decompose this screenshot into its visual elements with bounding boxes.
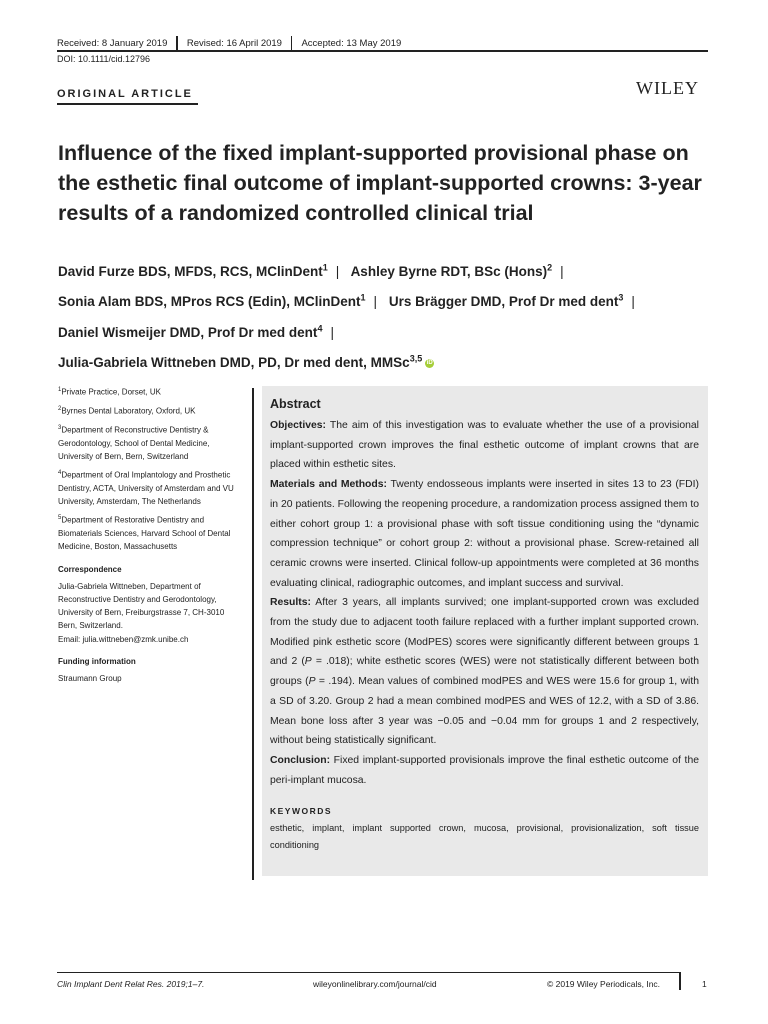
abstract-methods: Materials and Methods: Twenty endosseous implants were inserted in sites 13 to 23 (FDI) in 20 patients. Following the reopening procedure, a randomization process assigned them to either cohort group 1: a provisional phase with soft tissue conditioning using the “dynamic compression technique” or cohort group 2: without a provisional phase. Screw-retained all ceramic crowns were inserted. Clinical follow-up appointments were completed at 36 months evaluating clinical, radiographic outcomes, and implant success and survival. [270, 479, 699, 589]
affiliation: $^2$Byrnes Dental Laboratory, Oxford, UK [58, 405, 196, 416]
doi[interactable]: DOI: 10.1111/cid.12796 [57, 54, 151, 64]
date-separator [176, 36, 178, 50]
abstract-heading: Abstract [270, 397, 321, 411]
author[interactable]: Sonia Alam BDS, MPros RCS (Edin), MClinDent$^1$ [58, 292, 366, 309]
accepted-date: Accepted: 13 May 2019 [301, 37, 402, 49]
affiliation: $^3$Department of Reconstructive Dentistry & Gerodontology, School of Dental Medicine, University of Bern, Bern, Switzerland [58, 424, 210, 461]
author[interactable]: Urs Brägger DMD, Prof Dr med dent$^3$ [388, 292, 624, 309]
footer-copyright: © 2019 Wiley Periodicals, Inc. [547, 979, 661, 989]
abstract-box [262, 386, 708, 876]
funding-heading: Funding information [58, 656, 136, 666]
footer-divider [679, 972, 681, 990]
funding-text: Straumann Group [58, 673, 122, 683]
author-list: David Furze BDS, MFDS, RCS, MClinDent$^1$ | Ashley Byrne RDT, BSc (Hons)$^2$ | Sonia Alam BDS, MPros RCS (Edin), MClinDent$^1$ | Urs Brägger DMD, Prof Dr med dent$^3$ | Daniel Wismeijer DMD, Prof Dr med dent$^4$ | Julia-Gabriela Wittneben DMD, PD, Dr med dent, MMSc$^{3,5}$ iD [58, 262, 635, 370]
header-rule [57, 50, 708, 52]
footer-url[interactable]: wileyonlinelibrary.com/journal/cid [313, 979, 437, 989]
affiliation: $^4$Department of Oral Implantology and Prosthetic Dentistry, ACTA, University of Amsterdam and VU University, Amsterdam, The Netherlands [58, 469, 234, 507]
author[interactable]: Ashley Byrne RDT, BSc (Hons)$^2$ [350, 262, 553, 279]
date-separator [291, 36, 293, 50]
affiliations [58, 384, 243, 689]
section-underline [57, 103, 198, 105]
footer-rule [57, 972, 679, 973]
section-label: ORIGINAL ARTICLE [57, 88, 193, 100]
correspondence-text: Julia-Gabriela Wittneben, Department of Reconstructive Dentistry and Gerodontology, University of Bern, Freiburgstrasse 7, CH-3010 Bern, Switzerland. Email: julia.wittneben@zmk.unibe.ch [58, 581, 225, 644]
revised-date: Revised: 16 April 2019 [186, 37, 282, 49]
author[interactable]: David Furze BDS, MFDS, RCS, MClinDent$^1$ [58, 262, 328, 279]
received-date: Received: 8 January 2019 [57, 37, 168, 49]
abstract-objectives: Objectives: The aim of this investigation was to evaluate whether the use of a provisional implant-supported crown improves the final esthetic outcome of implant crowns that are placed within esthetic sites. [270, 420, 699, 471]
affiliation: $^1$Private Practice, Dorset, UK [58, 387, 161, 397]
column-divider [252, 388, 254, 880]
article-dates [57, 36, 401, 50]
correspondence-heading: Correspondence [58, 564, 122, 574]
keywords: esthetic, implant, implant supported crown, mucosa, provisional, provisionalization, soft tissue conditioning [270, 823, 699, 851]
publisher-logo: WILEY [636, 78, 699, 98]
orcid-icon[interactable]: iD [426, 359, 433, 366]
keywords-heading: KEYWORDS [270, 806, 333, 817]
abstract-conclusion: Conclusion: Fixed implant-supported provisionals improve the final esthetic outcome of the peri-implant mucosa. [270, 754, 699, 786]
abstract-results: Results: After 3 years, all implants survived; one implant-supported crown was excluded from the study due to adjacent tooth failure replaced with a further implant supported crown. Modified pink esthetic score (ModPES) scores were significantly different between groups 1 and 2 (P = .018); white esthetic scores (WES) were not statistically different between both groups (P = .194). Mean values of combined modPES and WES were 15.6 for group 1, with a SD of 3.20. Group 2 had a mean combined modPES and WES of 12.2, with a SD of 3.86. Mean bone loss after 3 year was −0.05 and −0.04 mm for groups 1 and 2 respectively, without being statistically significant. [270, 597, 699, 747]
affiliation: $^5$Department of Restorative Dentistry and Biomaterials Sciences, Harvard School of Dental Medicine, Boston, Massachusetts [58, 515, 231, 552]
correspondence-email[interactable]: Email: julia.wittneben@zmk.unibe.ch [58, 634, 189, 644]
page-number: 1 [702, 979, 707, 989]
author[interactable]: Daniel Wismeijer DMD, Prof Dr med dent$^4$ [58, 323, 323, 340]
author[interactable]: Julia-Gabriela Wittneben DMD, PD, Dr med dent, MMSc$^{3,5}$ [58, 353, 423, 370]
footer-journal: Clin Implant Dent Relat Res. 2019;1–7. [57, 979, 205, 989]
article-title: Influence of the fixed implant-supported provisional phase on the esthetic final outcome of implant-supported crowns: 3-year results of a randomized controlled clinical trial [58, 141, 702, 225]
